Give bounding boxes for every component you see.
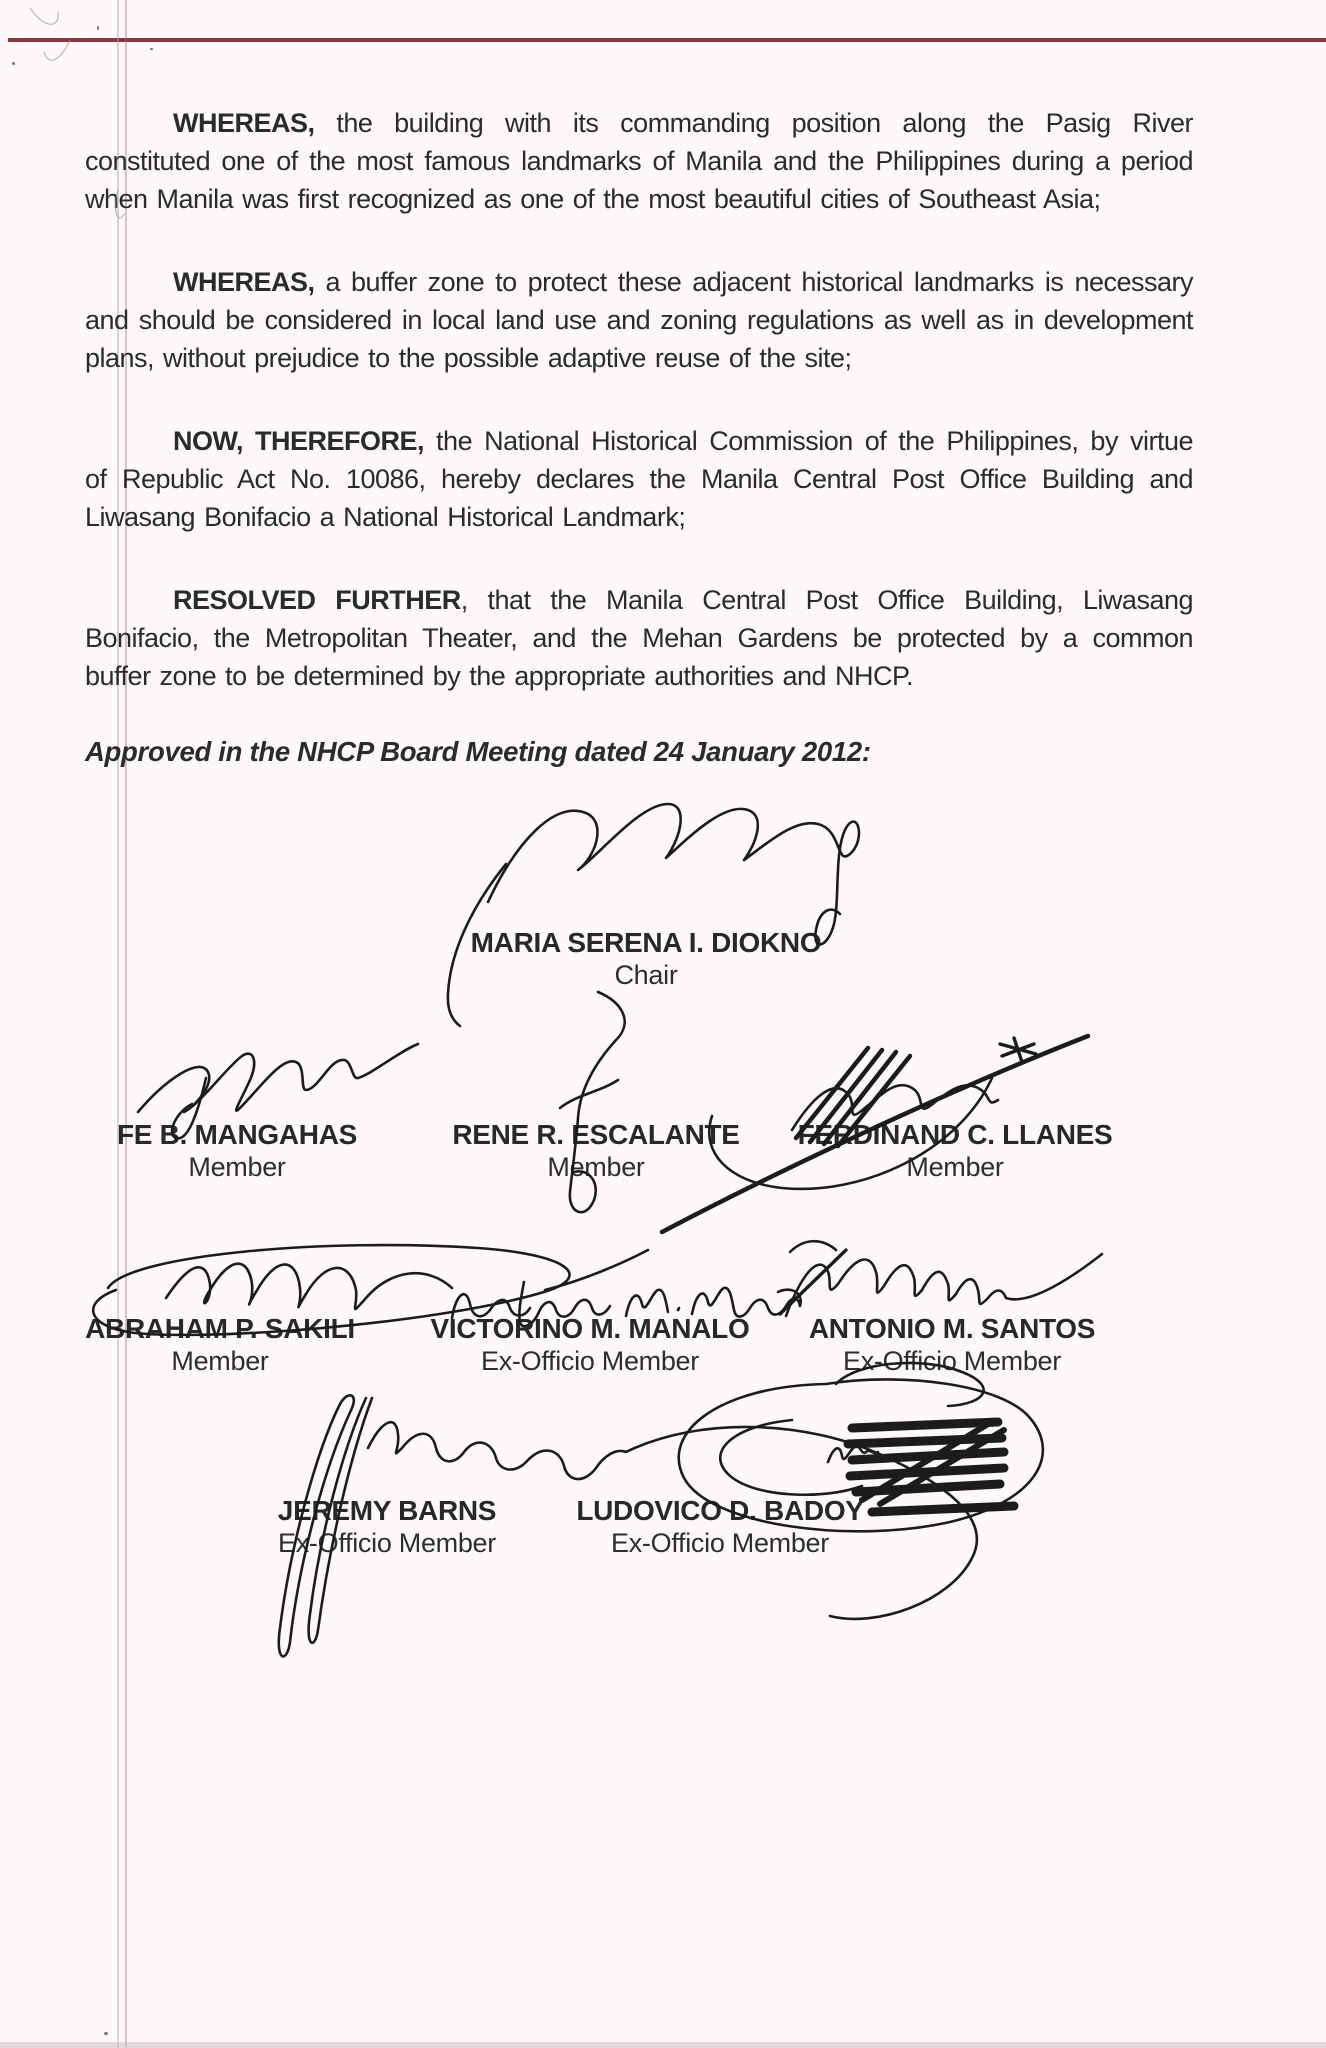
- signatory-title: Member: [906, 1152, 1004, 1182]
- signatory-name: FERDINAND C. LLANES: [797, 1119, 1113, 1150]
- signatory-title: Ex-Officio Member: [481, 1346, 699, 1376]
- paragraph-text: a buffer zone to protect these adjacent historical landmarks is necessary and should be considered in local land use and zoning regulations as well as in development plans, without prejudice to the possible adaptive reuse of the site;: [85, 267, 1193, 373]
- signatory-name: FE B. MANGAHAS: [116, 1119, 358, 1150]
- signatory-name: RENE R. ESCALANTE: [452, 1119, 740, 1150]
- signature-diokno-ink: [448, 804, 859, 1026]
- paragraph-whereas-1: [85, 104, 1193, 218]
- signature-santos-ink: [780, 1250, 1102, 1316]
- signatory-title: Ex-Officio Member: [843, 1346, 1061, 1376]
- signatory-name: ABRAHAM P. SAKILI: [85, 1313, 355, 1344]
- paragraph-resolved-further: [85, 581, 1193, 695]
- signatory-name: MARIA SERENA I. DIOKNO: [470, 927, 822, 958]
- signatory-block-mangahas: [47, 1118, 427, 1184]
- signatory-name: VICTORINO M. MANALO: [430, 1313, 750, 1344]
- signatory-block-santos: [762, 1312, 1142, 1378]
- signatory-block-llanes: [765, 1118, 1145, 1184]
- document-body: [85, 104, 1193, 771]
- scan-speck: [104, 2032, 108, 2035]
- signatory-block-diokno: [456, 926, 836, 992]
- scan-artifact-bottom-edge: [0, 2042, 1326, 2048]
- paragraph-lead: WHEREAS,: [173, 108, 315, 138]
- scan-artifact-top-red-line: [8, 38, 1326, 42]
- signatory-block-sakili: [30, 1312, 410, 1378]
- paragraph-whereas-2: [85, 263, 1193, 377]
- paragraph-lead: WHEREAS,: [173, 267, 315, 297]
- signatory-block-barns: [197, 1494, 577, 1560]
- signatory-title: Chair: [614, 960, 678, 990]
- signatory-block-badoy: [530, 1494, 910, 1560]
- signatory-block-manalo: [400, 1312, 780, 1378]
- signatory-name: ANTONIO M. SANTOS: [808, 1313, 1096, 1344]
- paragraph-text: , that the Manila Central Post Office Building, Liwasang Bonifacio, the Metropolitan Theater, and the Mehan Gardens be protected by a common buffer zone to be determined by the appropriate authorities and NHCP.: [85, 585, 1193, 691]
- signatory-title: Ex-Officio Member: [611, 1528, 829, 1558]
- scan-speck: [97, 26, 99, 30]
- signatory-title: Member: [171, 1346, 269, 1376]
- signatory-title: Ex-Officio Member: [278, 1528, 496, 1558]
- paragraph-text: the building with its commanding position along the Pasig River constituted one of the most famous landmarks of Manila and the Philippines during a period when Manila was first recognized as one of the most beautiful cities of Southeast Asia;: [85, 108, 1193, 214]
- paragraph-text: the National Historical Commission of the Philippines, by virtue of Republic Act No. 10086, hereby declares the Manila Central Post Office Building and Liwasang Bonifacio a National Historical Landmark;: [85, 426, 1193, 532]
- scan-speck: [150, 48, 153, 50]
- scan-speck: [12, 62, 15, 65]
- approval-line: Approved in the NHCP Board Meeting dated 24 January 2012:: [85, 736, 871, 767]
- signatory-title: Member: [188, 1152, 286, 1182]
- signatory-title: Member: [547, 1152, 645, 1182]
- signatory-block-escalante: [406, 1118, 786, 1184]
- paragraph-now-therefore: [85, 422, 1193, 536]
- paragraph-lead: RESOLVED FURTHER: [173, 585, 461, 615]
- signatory-name: JEREMY BARNS: [277, 1495, 497, 1526]
- signatory-name: LUDOVICO D. BADOY: [576, 1495, 864, 1526]
- paragraph-lead: NOW, THEREFORE,: [173, 426, 425, 456]
